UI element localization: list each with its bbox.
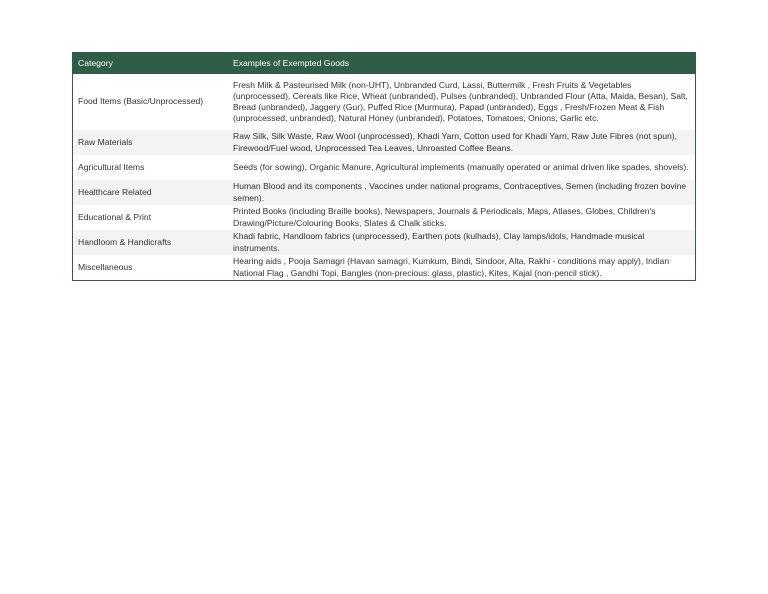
row-examples: Fresh Milk & Pasteurised Milk (non-UHT), Unbranded Curd, Lassi, Buttermilk , Fresh Fruits & Vegetables (unprocessed), Cereals like Rice, Wheat (unbranded), Pulses (unbranded), Unbranded Flour (Atta, Maida, Besan), Salt, Bread (unbranded), Jaggery (Gur), Puffed Rice (Murmura), Papad (unbranded), Eggs , Fresh/Frozen Meat & Fish (unprocessed, unbranded), Natural Honey (unbranded), Potatoes, Tomatoes, Onions, Garlic etc. xyxy=(233,79,688,124)
row-examples: Hearing aids , Pooja Samagri (Havan samagri, Kumkum, Bindi, Sindoor, Alta, Rakhi - conditions may apply), Indian National Flag , Gandhi Topi, Bangles (non-precious: glass, plastic), Kites, Kajal (non-pencil stick). xyxy=(233,256,670,278)
table-body xyxy=(73,74,695,280)
row-category: Agricultural Items xyxy=(78,161,145,172)
header-row xyxy=(73,53,695,74)
row-category: Raw Materials xyxy=(78,136,133,147)
header-examples: Examples of Exempted Goods xyxy=(233,57,350,68)
table-row xyxy=(73,180,695,205)
row-examples: Seeds (for sowing), Organic Manure, Agricultural implements (manually operated or animal driven like spades, shovels). xyxy=(233,161,689,172)
exempted-goods-table xyxy=(73,53,695,280)
row-examples: Printed Books (including Braille books), Newspapers, Journals & Periodicals, Maps, Atlases, Globes, Children's Drawing/Picture/Colouring Books, Slates & Chalk sticks. xyxy=(233,206,656,228)
row-examples: Human Blood and its components , Vaccines under national programs, Contraceptives, Semen (including frozen bovine semen). xyxy=(233,181,687,203)
row-category: Handloom & Handicrafts xyxy=(78,236,172,247)
row-category: Miscellaneous xyxy=(78,261,133,272)
row-category: Educational & Print xyxy=(78,211,152,222)
table-header xyxy=(73,53,695,74)
table-row xyxy=(73,205,695,230)
header-category: Category xyxy=(78,57,113,68)
row-category: Food Items (Basic/Unprocessed) xyxy=(78,96,204,107)
table-row xyxy=(73,130,695,155)
table-row xyxy=(73,155,695,180)
row-examples: Khadi fabric, Handloom fabrics (unprocessed), Earthen pots (kulhads), Clay lamps/idols, Handmade musical instruments. xyxy=(233,231,645,253)
row-examples: Raw Silk, Silk Waste, Raw Wool (unprocessed), Khadi Yarn, Cotton used for Khadi Yarn, Raw Jute Fibres (not spun), Firewood/Fuel wood, Unprocessed Tea Leaves, Unroasted Coffee Beans. xyxy=(233,131,678,153)
table-row xyxy=(73,74,695,130)
table-row xyxy=(73,230,695,255)
row-category: Healthcare Related xyxy=(78,186,152,197)
exempted-goods-table-container xyxy=(72,52,696,281)
table-row xyxy=(73,255,695,280)
